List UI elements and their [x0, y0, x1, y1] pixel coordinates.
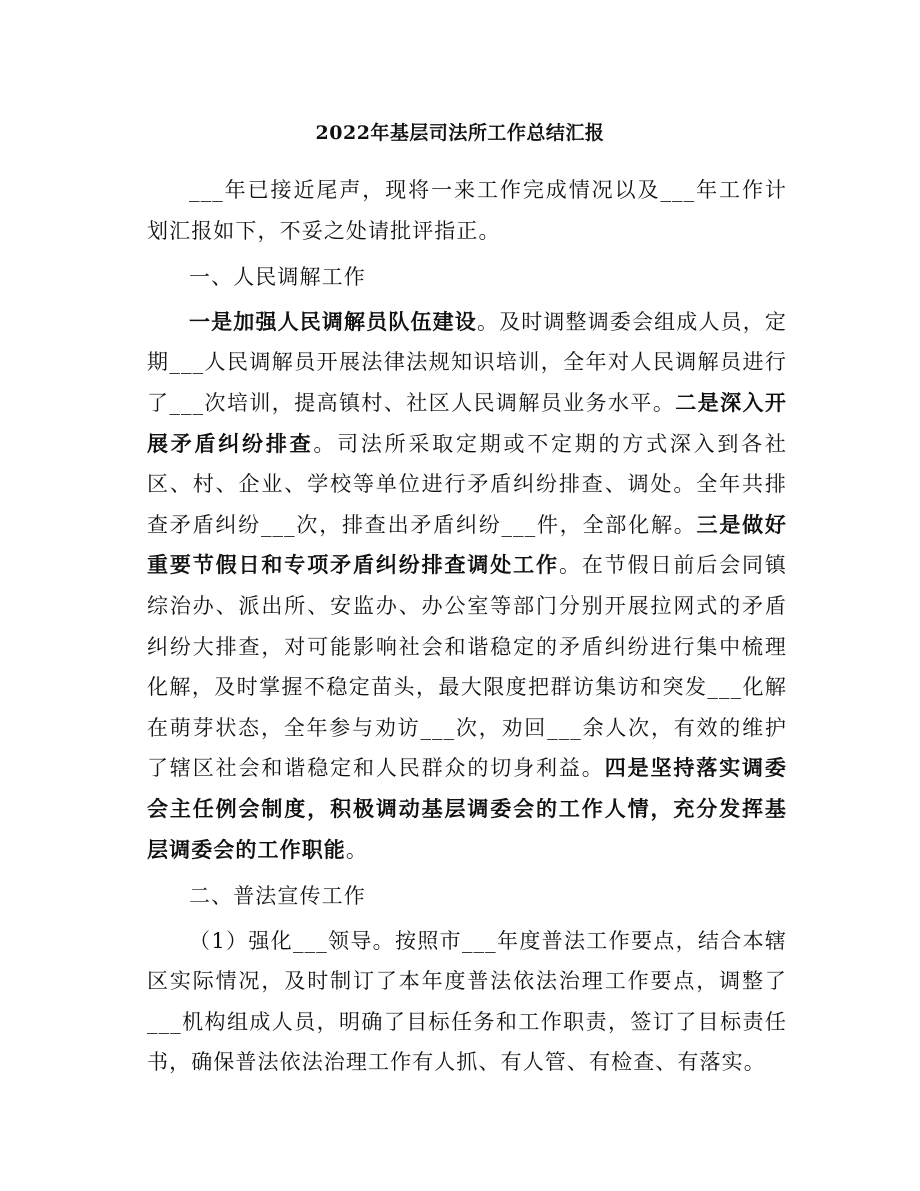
- section-heading-mediation: 一、人民调解工作: [189, 265, 366, 290]
- legal-publicity-paragraph: （1）强化___领导。按照市___年度普法工作要点，结合本辖区实际情况，及时制订了本年度普法依法治理工作要点，调整了___机构组成人员，明确了目标任务和工作职责，签订了目标责任书，确保普法依法治理工作有人抓、有人管、有检查、有落实。: [147, 928, 787, 1075]
- point-two-text: 。司法所采取定期或不定期的方式深入到各社区、村、企业、学校等单位进行矛盾纠纷排查、调处。全年共排查矛盾纠纷___次，排查出矛盾纠纷___件，全部化解。: [147, 431, 787, 537]
- point-four-heading: 四是坚持落实调委会主任例会制度，积极调动基层调委会的工作人情，充分发挥基层调委会的工作职能: [147, 755, 787, 862]
- point-three-heading: 三是做好重要节假日和专项矛盾纠纷排查调处工作: [147, 511, 787, 578]
- point-one-heading: 一是加强人民调解员队伍建设: [189, 308, 477, 334]
- point-two-heading: 二是深入开展矛盾纠纷排查: [147, 389, 788, 456]
- mediation-paragraph: [147, 302, 787, 870]
- point-four-text: 。: [345, 837, 369, 862]
- point-one-text: 。及时调整调委会组成人员，定期___人民调解员开展法律法规知识培训，全年对人民调解员进行了___次培训，提高镇村、社区人民调解员业务水平。: [147, 309, 787, 415]
- document-title: 2022年基层司法所工作总结汇报: [315, 122, 605, 144]
- intro-paragraph: ___年已接近尾声，现将一来工作完成情况以及___年工作计划汇报如下，不妥之处请批评指正。: [147, 178, 787, 243]
- section-heading-legal-publicity: 二、普法宣传工作: [189, 884, 366, 909]
- document-body: [147, 170, 787, 1083]
- point-three-text: 。在节假日前后会同镇综治办、派出所、安监办、办公室等部门分别开展拉网式的矛盾纠纷大排查，对可能影响社会和谐稳定的矛盾纠纷进行集中梳理化解，及时掌握不稳定苗头，最大限度把群访集访和突发___化解在萌芽状态，全年参与劝访___次，劝回___余人次，有效的维护了辖区社会和谐稳定和人民群众的切身利益。: [147, 553, 787, 781]
